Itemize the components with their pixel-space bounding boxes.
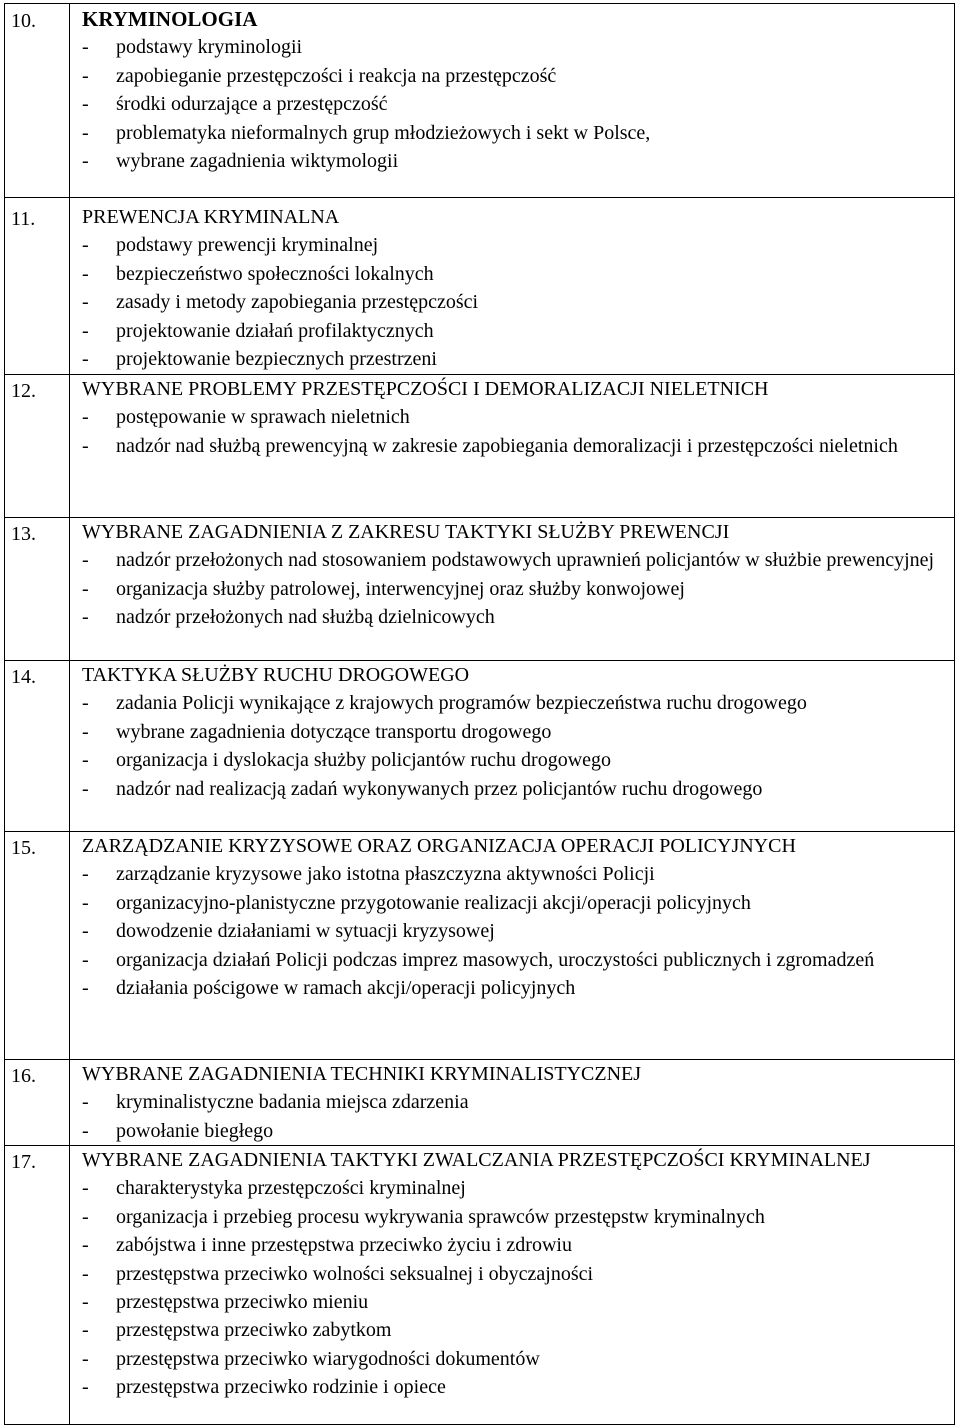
section-title: ZARZĄDZANIE KRYZYSOWE ORAZ ORGANIZACJA OPERACJI POLICYJNYCH [82, 835, 796, 857]
list-item: - projektowanie działań profilaktycznych [82, 317, 948, 345]
list-item: - projektowanie bezpiecznych przestrzeni [82, 345, 948, 373]
section-number: 15. [11, 837, 36, 859]
section-title: WYBRANE ZAGADNIENIA Z ZAKRESU TAKTYKI SŁUŻBY PREWENCJI [82, 521, 730, 543]
section-content [82, 375, 948, 460]
topic-list [82, 689, 948, 803]
list-item: - przestępstwa przeciwko mieniu [82, 1288, 948, 1316]
section-number: 16. [11, 1065, 36, 1087]
row-divider [5, 197, 954, 198]
section-content [82, 203, 948, 373]
list-item: - wybrane zagadnienia wiktymologii [82, 147, 948, 175]
list-item: - przestępstwa przeciwko rodzinie i opiece [82, 1373, 948, 1401]
section-content [82, 1060, 948, 1145]
list-item: - zarządzanie kryzysowe jako istotna płaszczyzna aktywności Policji [82, 860, 948, 888]
section-number: 10. [11, 10, 36, 32]
list-item: - przestępstwa przeciwko wiarygodności dokumentów [82, 1345, 948, 1373]
list-item: - kryminalistyczne badania miejsca zdarzenia [82, 1088, 948, 1116]
list-item: - zasady i metody zapobiegania przestępczości [82, 288, 948, 316]
list-item: - organizacja i przebieg procesu wykrywania sprawców przestępstw kryminalnych [82, 1203, 948, 1231]
section-title: WYBRANE ZAGADNIENIA TAKTYKI ZWALCZANIA PRZESTĘPCZOŚCI KRYMINALNEJ [82, 1149, 871, 1171]
list-item: - podstawy kryminologii [82, 33, 948, 61]
list-item: - zapobieganie przestępczości i reakcja na przestępczość [82, 62, 948, 90]
section-content [82, 1146, 948, 1402]
list-item: - podstawy prewencji kryminalnej [82, 231, 948, 259]
section-title: WYBRANE PROBLEMY PRZESTĘPCZOŚCI I DEMORALIZACJI NIELETNICH [82, 378, 769, 400]
section-title: TAKTYKA SŁUŻBY RUCHU DROGOWEGO [82, 664, 470, 686]
curriculum-table [4, 3, 955, 1425]
column-divider [69, 4, 70, 1424]
list-item: - nadzór przełożonych nad służbą dzielnicowych [82, 603, 948, 631]
topic-list [82, 860, 948, 1002]
section-number: 14. [11, 666, 36, 688]
list-item: - zadania Policji wynikające z krajowych programów bezpieczeństwa ruchu drogowego [82, 689, 948, 717]
list-item: - nadzór nad służbą prewencyjną w zakresie zapobiegania demoralizacji i przestępczości nieletnich [82, 432, 948, 460]
section-content [82, 661, 948, 803]
topic-list [82, 546, 948, 631]
list-item: - przestępstwa przeciwko wolności seksualnej i obyczajności [82, 1260, 948, 1288]
list-item: - nadzór nad realizacją zadań wykonywanych przez policjantów ruchu drogowego [82, 775, 948, 803]
list-item: - środki odurzające a przestępczość [82, 90, 948, 118]
section-number: 12. [11, 380, 36, 402]
list-item: - wybrane zagadnienia dotyczące transportu drogowego [82, 718, 948, 746]
topic-list [82, 403, 948, 460]
list-item: - działania pościgowe w ramach akcji/operacji policyjnych [82, 974, 948, 1002]
section-number: 11. [11, 208, 36, 230]
list-item: - organizacja działań Policji podczas imprez masowych, uroczystości publicznych i zgromadzeń [82, 946, 948, 974]
list-item: - bezpieczeństwo społeczności lokalnych [82, 260, 948, 288]
section-title: KRYMINOLOGIA [82, 7, 258, 31]
section-number: 17. [11, 1151, 36, 1173]
list-item: - zabójstwa i inne przestępstwa przeciwko życiu i zdrowiu [82, 1231, 948, 1259]
section-number: 13. [11, 523, 36, 545]
list-item: - powołanie biegłego [82, 1117, 948, 1145]
list-item: - nadzór przełożonych nad stosowaniem podstawowych uprawnień policjantów w służbie prewencyjnej [82, 546, 948, 574]
list-item: - postępowanie w sprawach nieletnich [82, 403, 948, 431]
list-item: - problematyka nieformalnych grup młodzieżowych i sekt w Polsce, [82, 119, 948, 147]
list-item: - organizacja i dyslokacja służby policjantów ruchu drogowego [82, 746, 948, 774]
section-title: WYBRANE ZAGADNIENIA TECHNIKI KRYMINALISTYCZNEJ [82, 1063, 642, 1085]
topic-list [82, 1088, 948, 1145]
section-content [82, 5, 948, 175]
list-item: - dowodzenie działaniami w sytuacji kryzysowej [82, 917, 948, 945]
section-content [82, 518, 948, 632]
topic-list [82, 231, 948, 373]
list-item: - organizacyjno-planistyczne przygotowanie realizacji akcji/operacji policyjnych [82, 889, 948, 917]
topic-list [82, 33, 948, 175]
list-item: - przestępstwa przeciwko zabytkom [82, 1316, 948, 1344]
section-title: PREWENCJA KRYMINALNA [82, 206, 340, 228]
list-item: - charakterystyka przestępczości kryminalnej [82, 1174, 948, 1202]
topic-list [82, 1174, 948, 1401]
section-content [82, 832, 948, 1002]
list-item: - organizacja służby patrolowej, interwencyjnej oraz służby konwojowej [82, 575, 948, 603]
